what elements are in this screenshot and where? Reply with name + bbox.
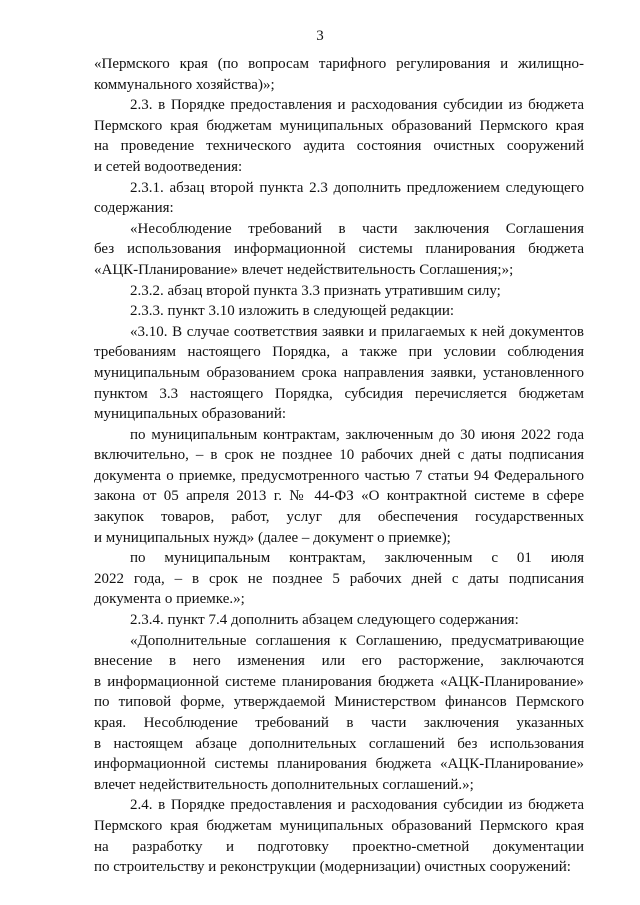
text-line: включительно, – в срок не позднее 10 рабочих дней с даты подписания — [94, 447, 584, 464]
text-line: по строительству и реконструкции (модернизации) очистных сооружений: — [94, 859, 571, 876]
text-line: информационной системы планирования бюджета «АЦК-Планирование» — [94, 756, 584, 773]
text-line: Пермского края бюджетам муниципальных образований Пермского края — [94, 817, 584, 834]
text-line: на разработку и подготовку проектно-сметной документации — [94, 838, 584, 855]
text-line: «Несоблюдение требований в части заключения Соглашения — [130, 220, 584, 237]
text-line: «АЦК-Планирование» влечет недействительность Соглашения;»; — [94, 261, 514, 278]
text-line: «3.10. В случае соответствия заявки и прилагаемых к ней документов — [130, 323, 584, 340]
text-line: закупок товаров, работ, услуг для обеспечения государственных — [94, 509, 584, 526]
text-line: влечет недействительность дополнительных соглашений.»; — [94, 776, 474, 793]
text-line: на проведение технического аудита состояния очистных сооружений — [94, 138, 584, 155]
text-line: 2.3.3. пункт 3.10 изложить в следующей редакции: — [130, 303, 455, 320]
text-line: пунктом 3.3 настоящего Порядка, субсидия перечисляется бюджетам — [94, 385, 584, 402]
text-line: в информационной системе планирования бюджета «АЦК-Планирование» — [94, 673, 584, 690]
text-line: документа о приемке.»; — [94, 591, 245, 608]
text-line: и муниципальных нужд» (далее – документ о приемке); — [94, 529, 451, 546]
text-line: Пермского края бюджетам муниципальных образований Пермского края — [94, 117, 584, 134]
text-line: 2.4. в Порядке предоставления и расходования субсидии из бюджета — [130, 797, 584, 814]
text-line: по муниципальным контрактам, заключенным до 30 июня 2022 года — [130, 426, 584, 443]
text-line: «Пермского края (по вопросам тарифного регулирования и жилищно- — [94, 56, 584, 72]
text-line: «Дополнительные соглашения к Соглашению, предусматривающие — [130, 632, 584, 649]
text-line: 2.3. в Порядке предоставления и расходования субсидии из бюджета — [130, 97, 584, 114]
text-line: коммунального хозяйства)»; — [94, 76, 275, 93]
text-line: муниципальных образований: — [94, 406, 287, 423]
text-line: 2.3.2. абзац второй пункта 3.3 признать утратившим силу; — [130, 282, 501, 299]
text-line: 2022 года, – в срок не позднее 5 рабочих дней с даты подписания — [94, 570, 584, 587]
text-line: внесение в него изменения или его расторжение, заключаются — [94, 653, 584, 670]
text-line: муниципальным образованием срока направления заявки, установленного — [94, 364, 584, 381]
text-line: без использования информационной системы планирования бюджета — [94, 241, 584, 258]
text-line: в настоящем абзаце дополнительных соглашений без использования — [94, 735, 584, 752]
text-line: закона от 05 апреля 2013 г. № 44-ФЗ «О контрактной системе в сфере — [94, 488, 584, 505]
text-line: по типовой форме, утверждаемой Министерством финансов Пермского — [94, 694, 584, 711]
text-line: содержания: — [94, 200, 174, 217]
text-line: документа о приемке, предусмотренного частью 7 статьи 94 Федерального — [94, 467, 584, 484]
text-line: 2.3.4. пункт 7.4 дополнить абзацем следующего содержания: — [130, 612, 519, 629]
page-number: 3 — [316, 28, 324, 44]
text-line: и сетей водоотведения: — [94, 158, 243, 175]
text-line: края. Несоблюдение требований в части заключения указанных — [94, 715, 584, 731]
document-body — [94, 54, 584, 878]
text-line: по муниципальным контрактам, заключенным с 01 июля — [130, 550, 584, 567]
text-line: требованиям настоящего Порядка, а также при условии соблюдения — [94, 344, 584, 361]
text-line: 2.3.1. абзац второй пункта 2.3 дополнить предложением следующего — [130, 179, 584, 196]
